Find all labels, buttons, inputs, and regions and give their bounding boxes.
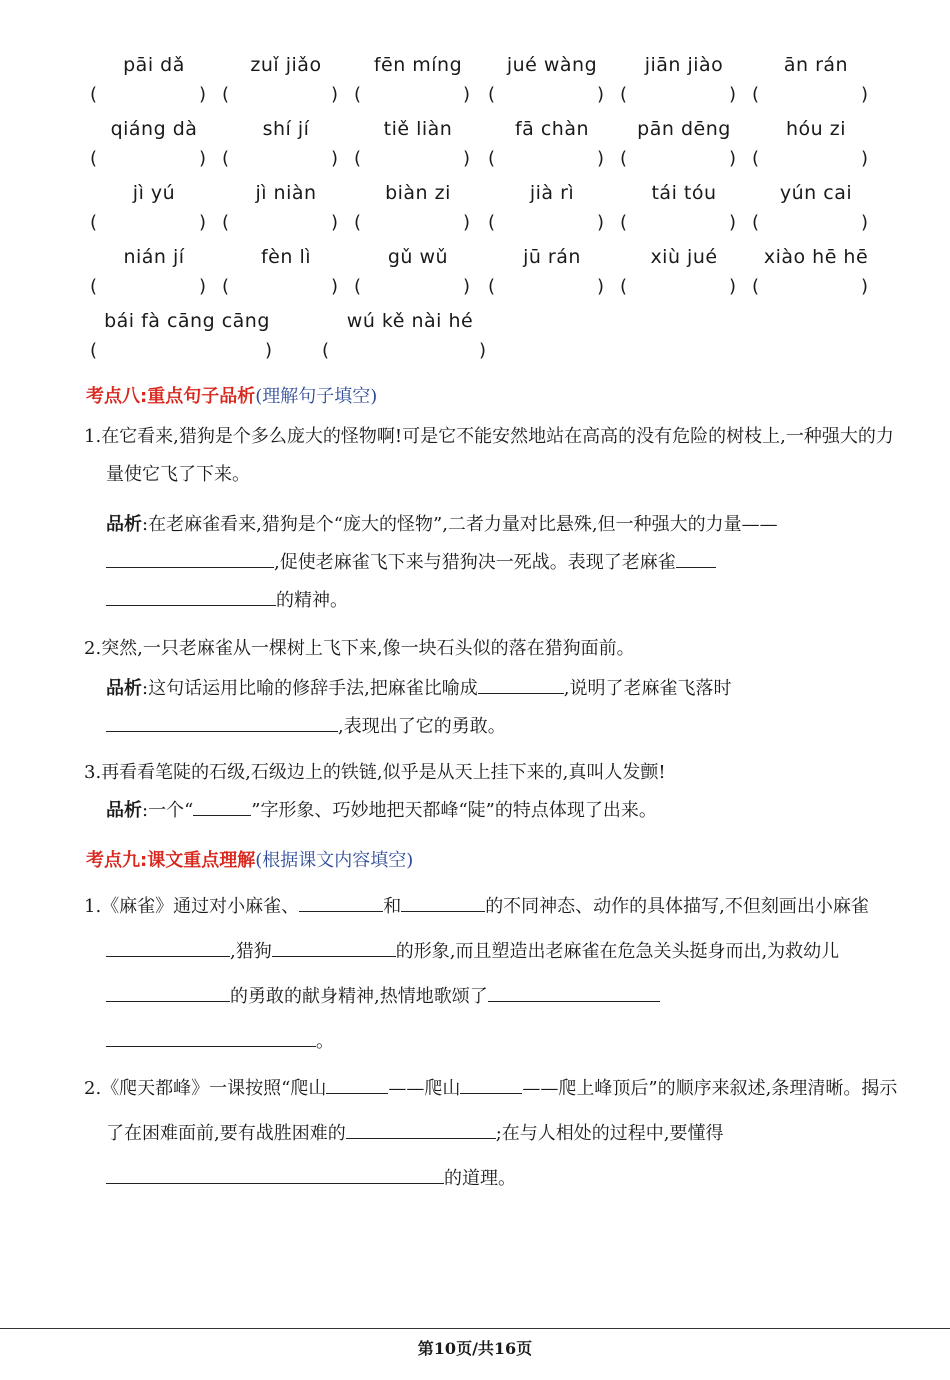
answer-blank[interactable] — [478, 671, 564, 694]
answer-blank[interactable]: ( ) — [90, 340, 272, 361]
pinyin-item: xiù jué ( ) — [618, 242, 750, 302]
pinyin-item: xiào hē hē ( ) — [750, 242, 882, 302]
question-9-2: 2.《爬天都峰》一课按照“爬山 ——爬山 ——爬上峰顶后”的顺序来叙述,条理清晰。揭示了在困难面前,要有战胜困难的 ;在与人相处的过程中,要懂得的道理。 — [84, 1066, 901, 1201]
pinyin-item: bái fà cāng cāng ( ) — [88, 306, 286, 366]
question-8-3: 3.再看看笔陡的石级,石级边上的铁链,似乎是从天上挂下来的,真叫人发颤! — [84, 762, 666, 783]
answer-blank[interactable] — [106, 1161, 444, 1184]
pinyin-item: jiān jiào ( ) — [618, 50, 750, 110]
answer-blank[interactable]: ( ) — [752, 84, 868, 105]
answer-blank[interactable]: ( ) — [354, 212, 470, 233]
question-8-2: 2.突然,一只老麻雀从一棵树上飞下来,像一块石头似的落在猎狗面前。 — [84, 638, 635, 659]
answer-blank[interactable] — [106, 1024, 316, 1047]
footer-divider — [0, 1328, 950, 1329]
pinyin-item: nián jí ( ) — [88, 242, 220, 302]
answer-blank[interactable] — [272, 934, 396, 957]
pinyin-item: fèn lì ( ) — [220, 242, 352, 302]
answer-blank[interactable] — [346, 1116, 496, 1139]
answer-blank[interactable]: ( ) — [488, 276, 604, 297]
pinyin-item: tiě liàn ( ) — [352, 114, 484, 174]
pinyin-row — [88, 242, 878, 306]
answer-blank[interactable] — [106, 583, 276, 606]
page-number: 第10页/共16页 — [417, 1339, 533, 1358]
answer-blank[interactable] — [460, 1071, 522, 1094]
answer-blank[interactable]: ( ) — [354, 276, 470, 297]
pinyin-item: jū rán ( ) — [486, 242, 618, 302]
question-9-1: 1.《麻雀》通过对小麻雀、 和 的不同神态、动作的具体描写,不但刻画出小麻雀,猎狗 的形象,而且塑造出老麻雀在危急关头挺身而出,为救幼儿的勇敢的献身精神,热情地歌颂了 。 — [84, 884, 901, 1064]
answer-blank[interactable]: ( ) — [322, 340, 486, 361]
pinyin-row — [88, 178, 878, 242]
pinyin-item: gǔ wǔ ( ) — [352, 242, 484, 302]
answer-8-1: 品析:在老麻雀看来,猎狗是个“庞大的怪物”,二者力量对比悬殊,但一种强大的力量——,促使老麻雀飞下来与猎狗决一死战。表现了老麻雀 的精神。 — [106, 514, 778, 611]
answer-blank[interactable] — [401, 889, 485, 912]
answer-blank[interactable]: ( ) — [620, 276, 736, 297]
answer-blank[interactable]: ( ) — [90, 212, 206, 233]
answer-blank[interactable]: ( ) — [90, 276, 206, 297]
answer-blank[interactable]: ( ) — [90, 148, 206, 169]
answer-blank[interactable] — [193, 793, 251, 816]
pinyin-item: jué wàng ( ) — [486, 50, 618, 110]
answer-blank[interactable]: ( ) — [620, 148, 736, 169]
pinyin-item: ān rán ( ) — [750, 50, 882, 110]
answer-8-2: 品析:这句话运用比喻的修辞手法,把麻雀比喻成 ,说明了老麻雀飞落时 ,表现出了它的勇敢。 — [84, 670, 901, 746]
answer-8-3: 品析:一个“ ”字形象、巧妙地把天都峰“陡”的特点体现了出来。 — [84, 792, 901, 830]
pinyin-item: hóu zi ( ) — [750, 114, 882, 174]
answer-blank[interactable]: ( ) — [752, 276, 868, 297]
pinyin-item: yún cai ( ) — [750, 178, 882, 238]
pinyin-grid — [88, 50, 878, 370]
pinyin-item: zuǐ jiǎo ( ) — [220, 50, 352, 110]
pinyin-row — [88, 306, 878, 370]
answer-blank[interactable]: ( ) — [620, 84, 736, 105]
answer-blank[interactable] — [326, 1071, 388, 1094]
pinyin-item: jì niàn ( ) — [220, 178, 352, 238]
answer-blank[interactable]: ( ) — [354, 148, 470, 169]
pinyin-item: fēn míng ( ) — [352, 50, 484, 110]
answer-blank[interactable] — [106, 545, 274, 568]
answer-blank[interactable] — [106, 979, 230, 1002]
question-8-1: 1.在它看来,猎狗是个多么庞大的怪物啊!可是它不能安然地站在高高的没有危险的树枝上,一种强大的力量使它飞了下来。 — [84, 426, 894, 485]
answer-blank[interactable]: ( ) — [752, 148, 868, 169]
answer-blank[interactable]: ( ) — [488, 148, 604, 169]
section-9-title: 考点九:课文重点理解(根据课文内容填空) — [86, 850, 414, 871]
answer-blank[interactable]: ( ) — [620, 212, 736, 233]
pinyin-row — [88, 50, 878, 114]
pinyin-item: jià rì ( ) — [486, 178, 618, 238]
answer-blank[interactable] — [299, 889, 383, 912]
answer-blank[interactable]: ( ) — [222, 148, 338, 169]
answer-blank[interactable] — [676, 545, 716, 568]
pinyin-item: pān dēng ( ) — [618, 114, 750, 174]
pinyin-item: tái tóu ( ) — [618, 178, 750, 238]
pinyin-item: pāi dǎ ( ) — [88, 50, 220, 110]
pinyin-item: biàn zi ( ) — [352, 178, 484, 238]
pinyin-item: shí jí ( ) — [220, 114, 352, 174]
answer-blank[interactable] — [106, 709, 338, 732]
answer-blank[interactable]: ( ) — [752, 212, 868, 233]
pinyin-item: jì yú ( ) — [88, 178, 220, 238]
answer-blank[interactable]: ( ) — [90, 84, 206, 105]
pinyin-item: qiáng dà ( ) — [88, 114, 220, 174]
answer-blank[interactable] — [488, 979, 660, 1002]
section-8-title: 考点八:重点句子品析(理解句子填空) — [86, 386, 378, 407]
answer-blank[interactable]: ( ) — [488, 84, 604, 105]
answer-blank[interactable]: ( ) — [354, 84, 470, 105]
answer-blank[interactable]: ( ) — [222, 212, 338, 233]
answer-blank[interactable]: ( ) — [222, 84, 338, 105]
answer-blank[interactable]: ( ) — [222, 276, 338, 297]
pinyin-item: wú kě nài hé ( ) — [320, 306, 500, 366]
answer-blank[interactable]: ( ) — [488, 212, 604, 233]
pinyin-row — [88, 114, 878, 178]
answer-blank[interactable] — [106, 934, 230, 957]
pinyin-item: fā chàn ( ) — [486, 114, 618, 174]
